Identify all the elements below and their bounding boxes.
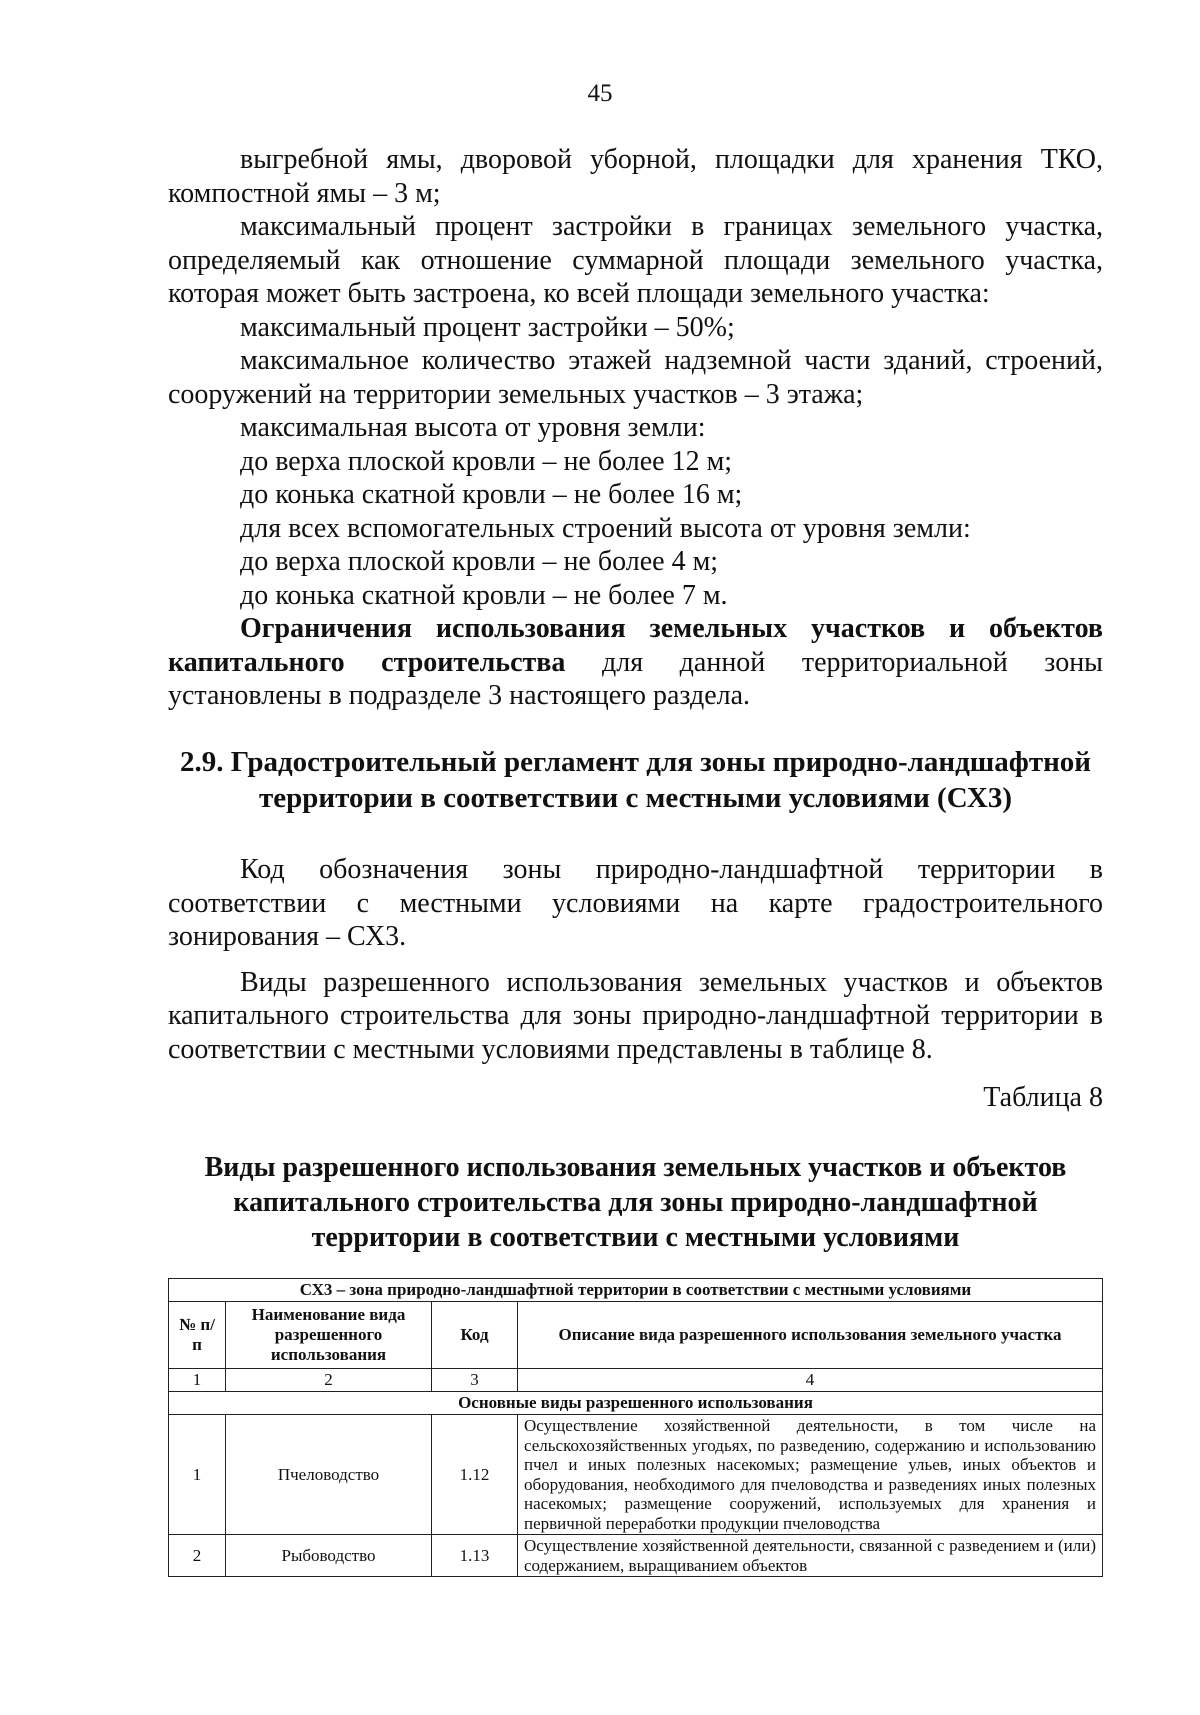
row-code: 1.12	[432, 1415, 518, 1535]
zoning-table	[168, 1278, 1103, 1577]
row-description: Осуществление хозяйственной деятельности, в том числе на сельскохозяйственных угодьях, по разведению, содержанию и использованию пчел и иных полезных насекомых; размещение ульев, иных объектов и оборудования, необходимого для пчеловодства и разведениях иных полезных насекомых; размещение сооружений, используемых для хранения и первичной переработки продукции пчеловодства	[518, 1415, 1103, 1535]
paragraph: до конька скатной кровли – не более 7 м.	[240, 579, 728, 611]
row-number: 1	[169, 1415, 226, 1535]
paragraph: максимальное количество этажей надземной части зданий, строений, сооружений на территории земельных участков – 3 этажа;	[168, 345, 1103, 410]
paragraph: максимальный процент застройки в границах земельного участка, определяемый как отношение суммарной площади земельного участка, которая может быть застроена, ко всей площади земельного участка:	[168, 211, 1103, 309]
row-name: Рыбоводство	[226, 1535, 432, 1577]
column-number: 1	[169, 1369, 226, 1392]
column-header-number: № п/п	[169, 1302, 226, 1369]
restriction-paragraph	[168, 612, 1103, 713]
row-code: 1.13	[432, 1535, 518, 1577]
page-number: 45	[587, 80, 613, 107]
section-heading: 2.9. Градостроительный регламент для зоны природно-ландшафтной территории в соответствии с местными условиями (СХ3)	[179, 746, 1091, 814]
table-number: Таблица 8	[983, 1082, 1103, 1113]
column-header-description: Описание вида разрешенного использования земельного участка	[518, 1302, 1103, 1369]
group-header: Основные виды разрешенного использования	[169, 1392, 1103, 1415]
paragraph: Код обозначения зоны природно-ландшафтной территории в соответствии с местными условиями на карте градостроительного зонирования – СХ3.	[168, 854, 1103, 952]
column-number: 3	[432, 1369, 518, 1392]
zone-header: СХ3 – зона природно-ландшафтной территории в соответствии с местными условиями	[169, 1279, 1103, 1302]
table-row	[169, 1415, 1103, 1535]
table-zone-header-row	[169, 1279, 1103, 1302]
restriction-bold: Ограничения использования земельных участков и объектов капитального строительства	[168, 613, 1103, 678]
table-header-row	[169, 1302, 1103, 1369]
body-text-after-heading	[168, 853, 1103, 1066]
paragraph: до верха плоской кровли – не более 4 м;	[240, 546, 719, 577]
column-header-name: Наименование вида разрешенного использования	[226, 1302, 432, 1369]
column-number: 2	[226, 1369, 432, 1392]
paragraph: максимальный процент застройки – 50%;	[240, 311, 735, 343]
group-header-row	[169, 1392, 1103, 1415]
restriction-rest: для данной территориальной зоны установлены в подразделе 3 настоящего раздела.	[168, 646, 1103, 711]
paragraph: до конька скатной кровли – не более 16 м;	[240, 479, 743, 510]
paragraph: Виды разрешенного использования земельных участков и объектов капитального строительства для зоны природно-ландшафтной территории в соответствии с местными условиями представлены в таблице 8.	[168, 966, 1103, 1065]
column-header-code: Код	[432, 1302, 518, 1369]
row-description: Осуществление хозяйственной деятельности, связанной с разведением и (или) содержанием, выращиванием объектов	[518, 1535, 1103, 1577]
table-title: Виды разрешенного использования земельных участков и объектов капитального строительства для зоны природно-ландшафтной территории в соответствии с местными условиями	[204, 1152, 1067, 1253]
column-number: 4	[518, 1369, 1103, 1392]
paragraph: для всех вспомогательных строений высота от уровня земли:	[240, 512, 971, 544]
table-row	[169, 1535, 1103, 1577]
row-name: Пчеловодство	[226, 1415, 432, 1535]
paragraph: выгребной ямы, дворовой уборной, площадки для хранения ТКО, компостной ямы – 3 м;	[168, 144, 1103, 209]
column-numbers-row	[169, 1369, 1103, 1392]
paragraph: максимальная высота от уровня земли:	[240, 412, 706, 443]
body-text-top	[168, 143, 1103, 713]
paragraph: до верха плоской кровли – не более 12 м;	[240, 445, 733, 477]
row-number: 2	[169, 1535, 226, 1577]
